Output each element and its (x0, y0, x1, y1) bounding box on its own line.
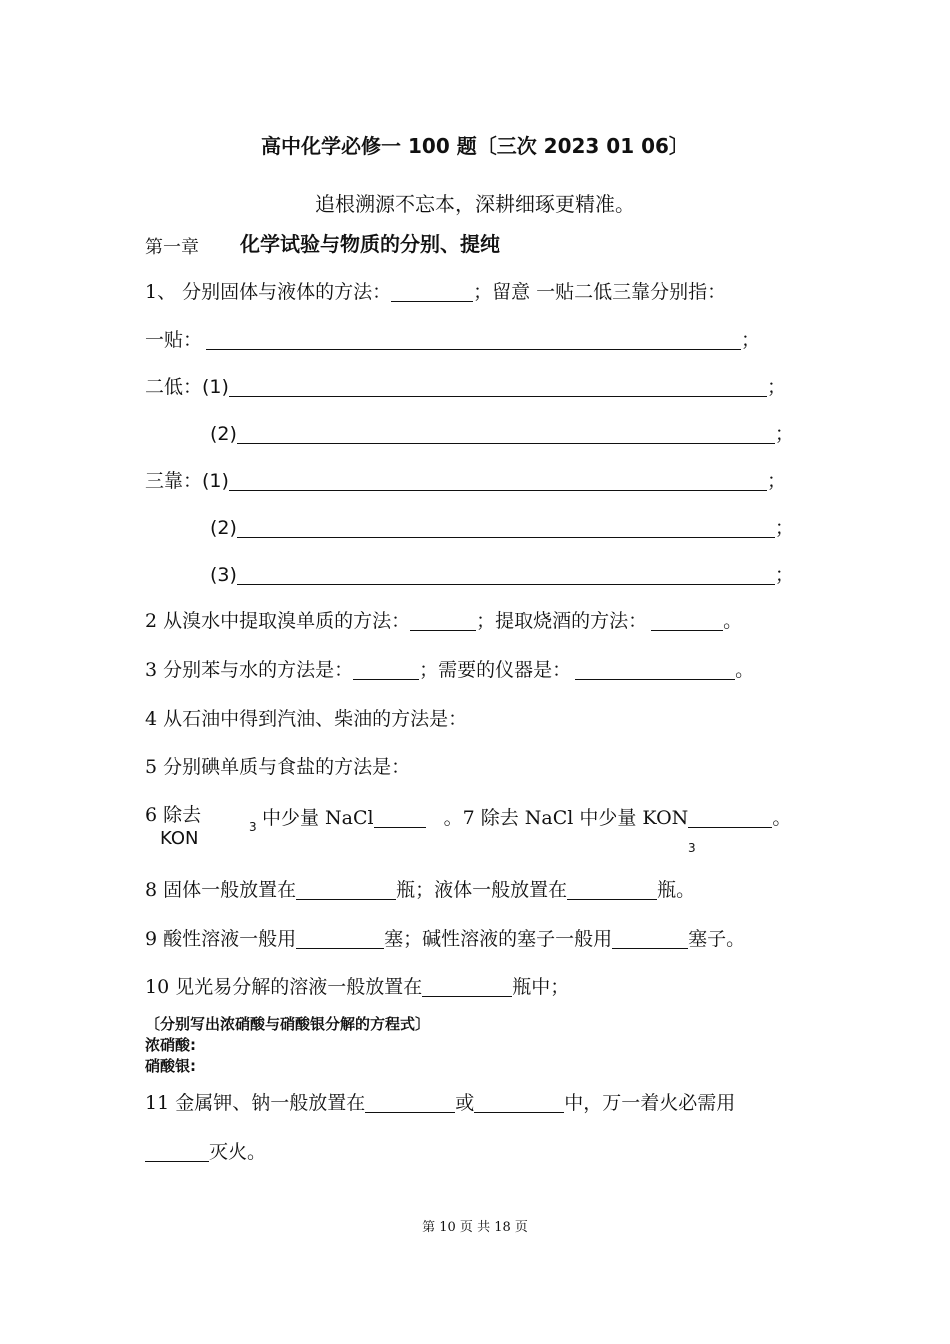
question-9-line (145, 924, 745, 951)
item-number: (1) (202, 376, 229, 398)
question-3-text-b: ；需要的仪器是： (419, 659, 572, 681)
question-1-text: 1、 分别固体与液体的方法： (145, 281, 392, 303)
sankao-line-1 (145, 466, 786, 493)
period: 。 (772, 807, 792, 829)
question-11-line-2 (145, 1137, 266, 1164)
answer-blank[interactable] (474, 1094, 564, 1113)
question-9-text: 9 酸性溶液一般用 (145, 928, 297, 950)
question-8-line (145, 875, 695, 902)
question-9-text-b: 塞；碱性溶液的塞子一般用 (384, 928, 613, 950)
answer-blank[interactable] (237, 519, 775, 538)
item-number: (1) (202, 470, 229, 492)
answer-blank[interactable] (229, 472, 767, 491)
answer-blank[interactable] (237, 425, 775, 444)
subscript: 3 (249, 820, 257, 834)
question-8-text: 8 固体一般放置在 (145, 879, 297, 901)
chapter-name: 化学试验与物质的分别、提纯 (240, 232, 500, 256)
answer-blank[interactable] (575, 661, 735, 680)
question-5: 5 分别碘单质与食盐的方法是： (145, 756, 411, 778)
question-8-text-c: 瓶。 (657, 879, 696, 901)
answer-blank[interactable] (391, 283, 473, 302)
chapter-label: 第一章 (145, 237, 199, 258)
silver-nitrate-label: 硝酸银: (145, 1057, 196, 1075)
question-8-text-b: 瓶；液体一般放置在 (396, 879, 568, 901)
answer-blank[interactable] (688, 809, 772, 828)
semicolon: ； (774, 423, 794, 445)
answer-blank[interactable] (206, 331, 741, 350)
question-11-line (145, 1088, 735, 1115)
answer-blank[interactable] (353, 661, 419, 680)
answer-blank[interactable] (410, 612, 476, 631)
erdi-line-2 (210, 419, 794, 446)
semicolon: ； (766, 376, 786, 398)
sankao-line-3 (210, 560, 794, 587)
question-10-note: 〔分别写出浓硝酸与硝酸银分解的方程式〕 (145, 1015, 431, 1033)
semicolon: ； (774, 517, 794, 539)
answer-blank[interactable] (365, 1094, 455, 1113)
question-11-text-d: 灭火。 (209, 1141, 267, 1163)
period: 。 (735, 659, 755, 681)
page-title: 高中化学必修一 100 题〔三次 2023 01 06〕 (261, 134, 689, 158)
answer-blank[interactable] (229, 378, 767, 397)
answer-blank[interactable] (237, 566, 775, 585)
answer-blank[interactable] (374, 809, 426, 828)
question-10-text: 10 见光易分解的溶液一般放置在 (145, 976, 423, 998)
question-3-text: 3 分别苯与水的方法是： (145, 659, 354, 681)
item-number: (2) (210, 517, 237, 539)
item-number: (2) (210, 423, 237, 445)
question-11-text-b: 或 (455, 1092, 475, 1114)
question-9-text-c: 塞子。 (688, 928, 746, 950)
question-2-text-b: ；提取烧酒的方法： (476, 610, 648, 632)
period: 。 (723, 610, 743, 632)
semicolon: ； (774, 564, 794, 586)
question-7-text: 。7 除去 NaCl 中少量 KON (443, 807, 689, 829)
question-2-text: 2 从溴水中提取溴单质的方法： (145, 610, 411, 632)
answer-blank[interactable] (651, 612, 723, 631)
nitric-acid-label: 浓硝酸: (145, 1036, 196, 1054)
semicolon: ； (741, 329, 761, 351)
question-6-kon: KON (160, 828, 199, 849)
question-3-line (145, 655, 754, 682)
subscript: 3 (688, 841, 696, 855)
question-10-text-b: 瓶中； (512, 976, 570, 998)
answer-blank[interactable] (567, 881, 657, 900)
question-10-line (145, 972, 569, 999)
erdi-line-1 (145, 372, 786, 399)
question-6-text: 6 除去 (145, 804, 202, 826)
answer-blank[interactable] (422, 978, 512, 997)
motto: 追根溯源不忘本，深耕细琢更精准。 (315, 192, 635, 216)
yitie-label: 一贴： (145, 329, 203, 351)
question-1-text-b: ；留意 一贴二低三靠分别指： (473, 281, 727, 303)
sankao-line-2 (210, 513, 794, 540)
page-footer: 第 10 页 共 18 页 (422, 1220, 528, 1235)
question-11-text: 11 金属钾、钠一般放置在 (145, 1092, 366, 1114)
question-1-line (145, 277, 726, 304)
yitie-line (145, 325, 760, 352)
answer-blank[interactable] (296, 930, 384, 949)
erdi-label: 二低： (145, 376, 203, 398)
answer-blank[interactable] (145, 1143, 209, 1162)
question-6-text-b: 中少量 NaCl (262, 807, 374, 829)
item-number: (3) (210, 564, 237, 586)
sankao-label: 三靠： (145, 470, 203, 492)
answer-blank[interactable] (296, 881, 396, 900)
question-4: 4 从石油中得到汽油、柴油的方法是： (145, 708, 468, 730)
answer-blank[interactable] (612, 930, 688, 949)
semicolon: ； (766, 470, 786, 492)
question-2-line (145, 606, 742, 633)
question-11-text-c: 中，万一着火必需用 (564, 1092, 736, 1114)
question-6-7-line (262, 803, 791, 830)
